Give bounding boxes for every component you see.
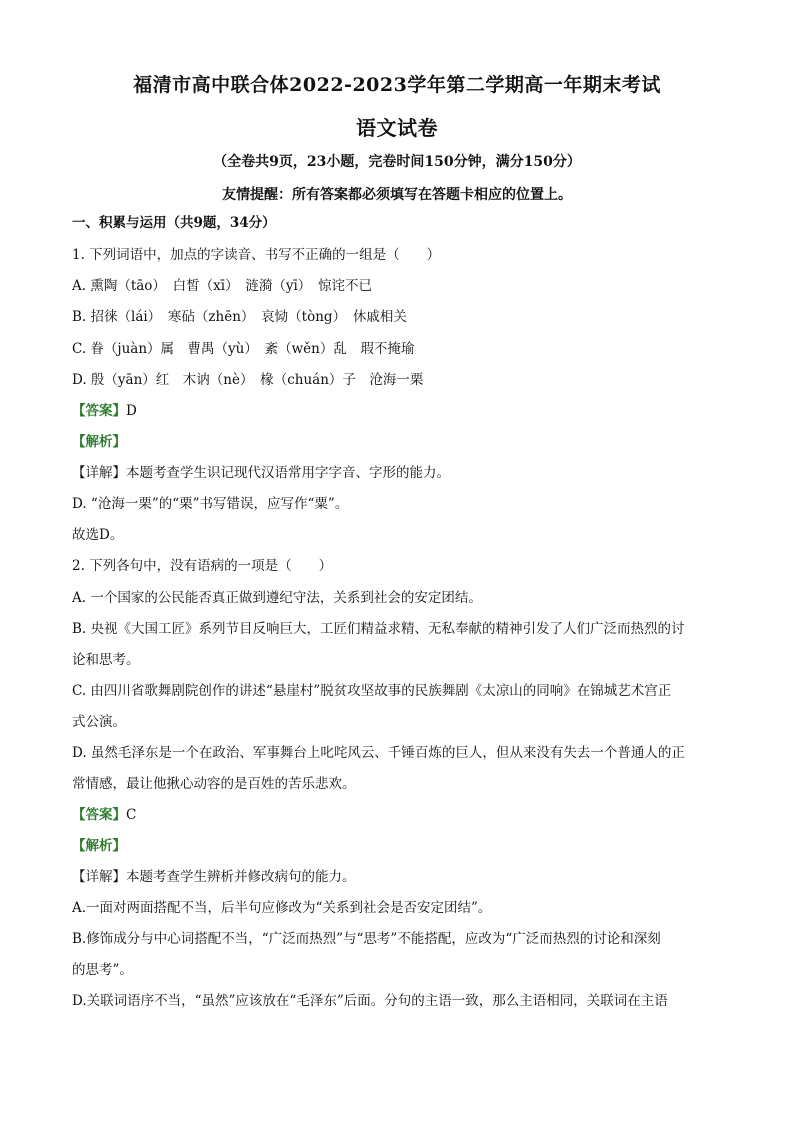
answer-label-open: 【 — [72, 403, 86, 419]
q1-option-b: B. 招徕（lái） 寒砧（zhēn） 哀恸（tòng） 休戚相关 — [72, 309, 407, 325]
q2-answer-row: 【答案】C — [72, 807, 137, 823]
detail-label: 详解 — [85, 869, 113, 885]
q2-stem: 2. 下列各句中，没有语病的一项是（ ） — [72, 558, 333, 574]
q1-analysis-row: 【解析】 — [72, 434, 126, 450]
q2-explanation-a: A.一面对两面搭配不当，后半句应修改为“关系到社会是否安定团结”。 — [72, 900, 492, 916]
q1-answer: D — [126, 403, 137, 419]
q2-option-b-line1: B. 央视《大国工匠》系列节目反响巨大，工匠们精益求精、无私奉献的精神引发了人们广泛而热烈的讨 — [72, 621, 685, 637]
q1-option-c: C. 眷（juàn）属 曹禺（yù） 紊（wěn）乱 瑕不掩瑜 — [72, 341, 415, 357]
q2-option-d-line1: D. 虽然毛泽东是一个在政治、军事舞台上叱咤风云、千锤百炼的巨人，但从来没有失去一个普通人的正 — [72, 745, 685, 761]
q2-option-d-line2: 常情感，最让他揪心动容的是百姓的苦乐悲欢。 — [72, 776, 356, 792]
exam-title: 福清市高中联合体2022-2023学年第二学期高一年期末考试 — [133, 74, 661, 96]
q2-detail-row: 【详解】本题考查学生辨析并修改病句的能力。 — [72, 869, 356, 885]
answer-label: 答案 — [85, 403, 113, 419]
q1-conclusion: 故选D。 — [72, 527, 124, 543]
reminder: 友情提醒：所有答案都必须填写在答题卡相应的位置上。 — [222, 187, 572, 203]
q2-explanation-b-line2: 的思考”。 — [72, 962, 133, 978]
q1-explanation: D. “沧海一栗”的“栗”书写错误，应写作“粟”。 — [72, 496, 349, 512]
q1-option-a: A. 熏陶（tāo） 白皙（xī） 涟漪（yī） 惊诧不已 — [72, 278, 373, 294]
q2-explanation-b-line1: B.修饰成分与中心词搭配不当，“广泛而热烈”与“思考”不能搭配，应改为“广泛而热烈的讨论和深刻 — [72, 931, 661, 947]
analysis-label: 解析 — [85, 434, 113, 450]
q2-answer: C — [126, 807, 137, 823]
detail-label: 详解 — [85, 465, 113, 481]
q1-option-d: D. 殷（yān）红 木讷（nè） 椽（chuán）子 沧海一栗 — [72, 372, 424, 388]
q1-answer-row: 【答案】D — [72, 403, 137, 419]
subject-title: 语文试卷 — [356, 116, 438, 140]
q1-stem: 1. 下列词语中，加点的字读音、书写不正确的一组是（ ） — [72, 247, 441, 263]
q1-detail-row: 【详解】本题考查学生识记现代汉语常用字字音、字形的能力。 — [72, 465, 450, 481]
section-heading: 一、积累与运用（共9题，34分） — [72, 215, 276, 231]
q2-explanation-d: D.关联词语序不当，“虽然”应该放在“毛泽东”后面。分句的主语一致，那么主语相同，关联词在主语 — [72, 993, 668, 1009]
analysis-label: 解析 — [85, 838, 113, 854]
q1-detail: 本题考查学生识记现代汉语常用字字音、字形的能力。 — [126, 465, 450, 481]
q2-option-c-line2: 式公演。 — [72, 714, 126, 730]
answer-label: 答案 — [85, 807, 113, 823]
q2-option-c-line1: C. 由四川省歌舞剧院创作的讲述“悬崖村”脱贫攻坚故事的民族舞剧《太凉山的同响》在锦城艺术宫正 — [72, 683, 672, 699]
q2-detail: 本题考查学生辨析并修改病句的能力。 — [126, 869, 356, 885]
q2-option-b-line2: 论和思考。 — [72, 652, 140, 668]
q2-analysis-row: 【解析】 — [72, 838, 126, 854]
q2-option-a: A. 一个国家的公民能否真正做到遵纪守法，关系到社会的安定团结。 — [72, 590, 482, 606]
exam-note: （全卷共9页，23小题，完卷时间150分钟，满分150分） — [213, 154, 581, 170]
